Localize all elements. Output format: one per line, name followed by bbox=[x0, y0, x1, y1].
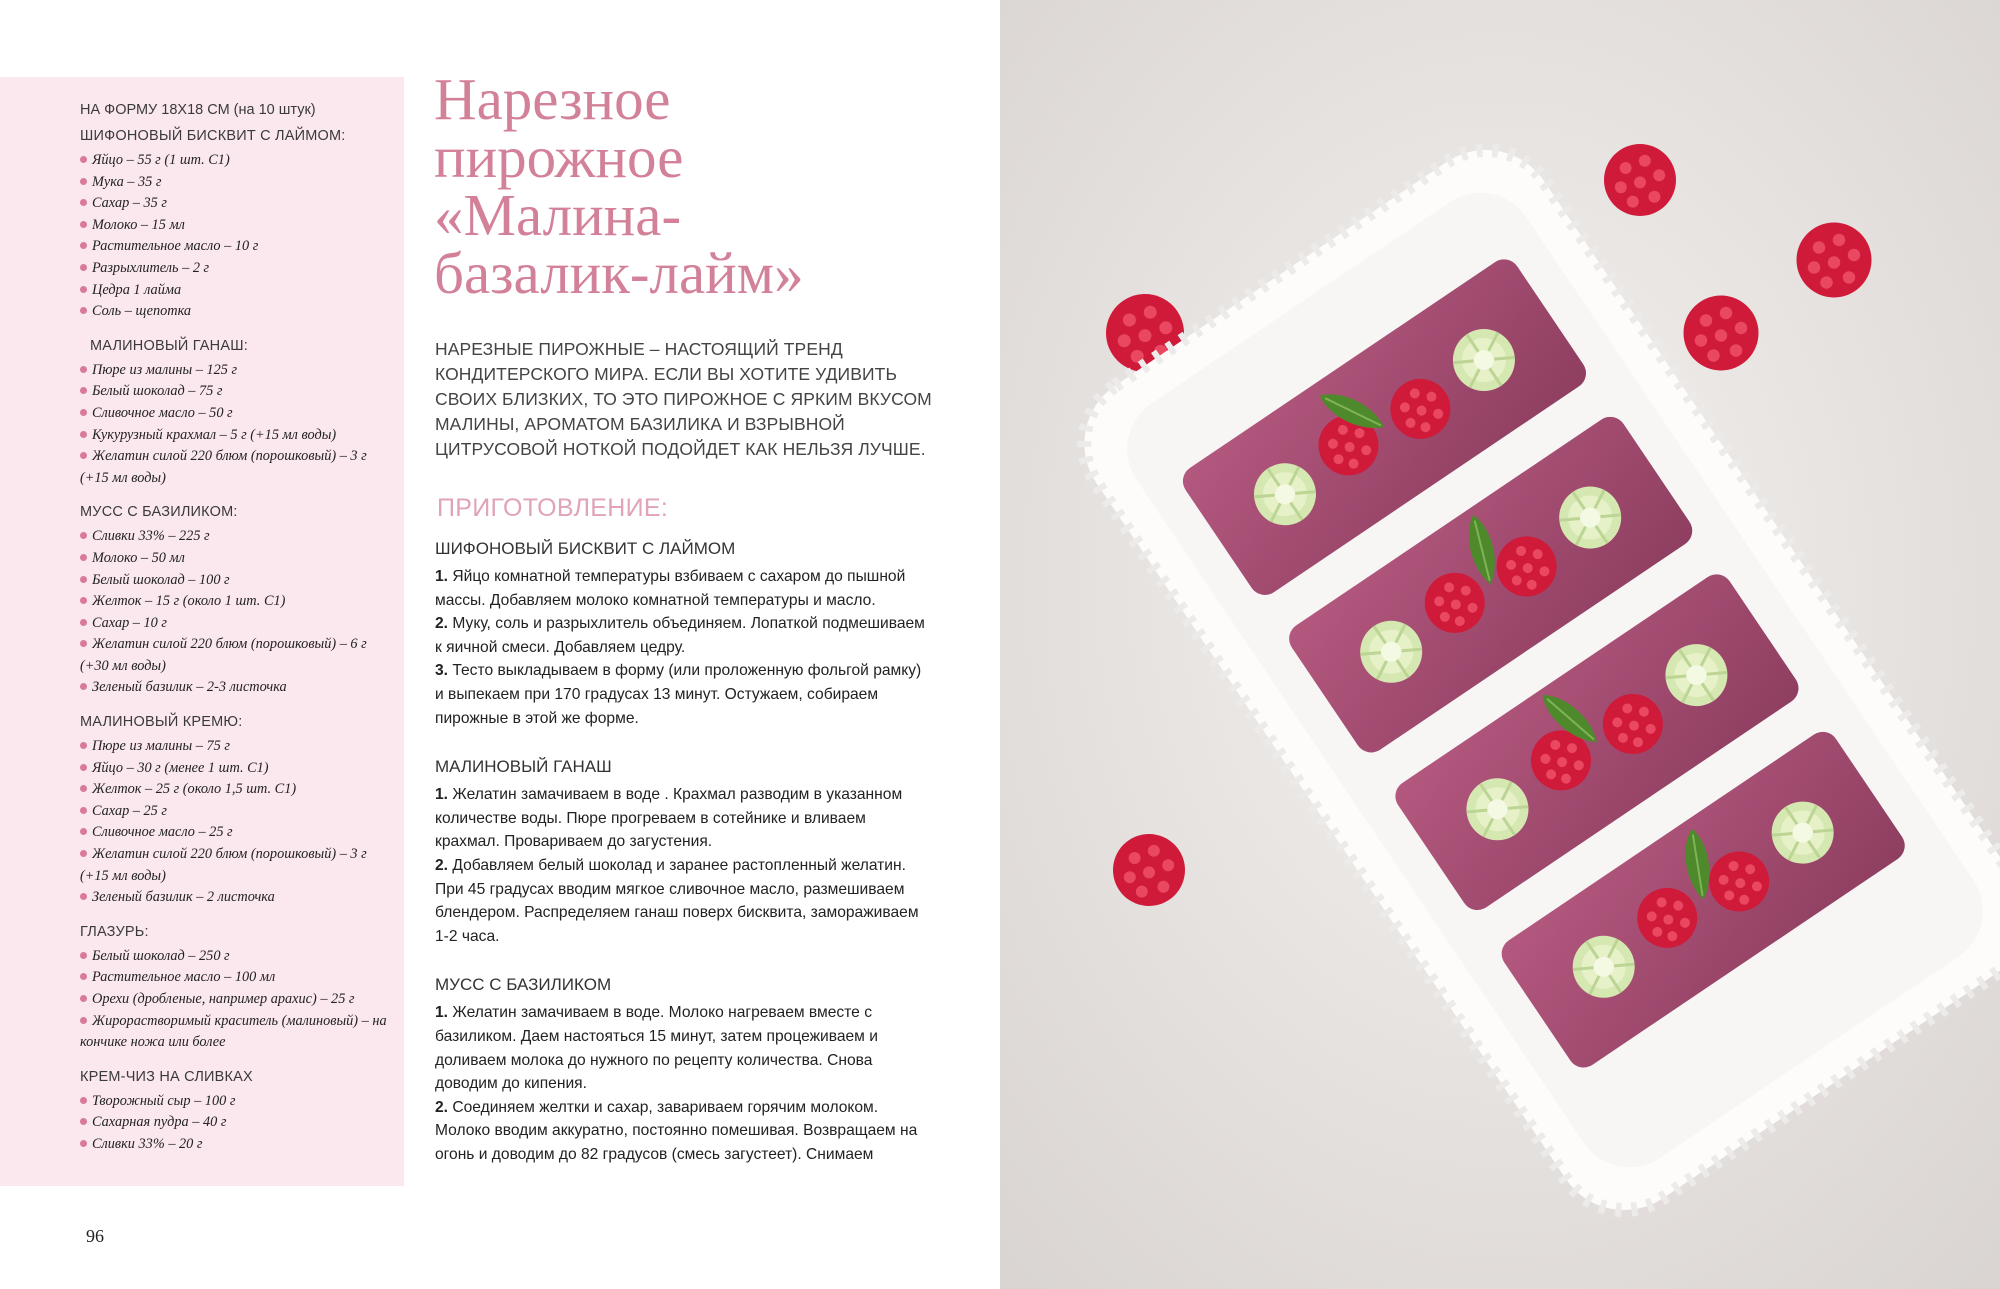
step-paragraph bbox=[435, 854, 925, 948]
ingredient-group bbox=[80, 1091, 390, 1156]
step-number: 2. bbox=[435, 615, 449, 633]
bullet-dot-icon bbox=[80, 409, 87, 416]
bullet-dot-icon bbox=[80, 995, 87, 1002]
ingredient-text: Сахар – 35 г bbox=[92, 195, 167, 212]
step-section bbox=[435, 973, 925, 1166]
bullet-dot-icon bbox=[80, 952, 87, 959]
bullet-dot-icon bbox=[80, 764, 87, 771]
ingredient-item bbox=[80, 967, 390, 989]
page-number: 96 bbox=[86, 1226, 104, 1246]
step-text: Соединяем желтки и сахар, завариваем горячим молоком. Молоко вводим аккуратно, постоянно помешивая. Возвращаем на огонь и доводим до 82 градусов (смесь загустеет). Снимаем bbox=[435, 1098, 918, 1163]
bullet-dot-icon bbox=[80, 242, 87, 249]
bullet-dot-icon bbox=[80, 850, 87, 857]
sidebar-scalloped-edge bbox=[398, 77, 412, 1186]
ingredient-text: Соль – щепотка bbox=[92, 303, 192, 320]
ingredient-text: Зеленый базилик – 2 листочка bbox=[92, 889, 275, 906]
step-paragraph bbox=[435, 659, 925, 730]
ingredient-heading: КРЕМ-ЧИЗ НА СЛИВКАХ bbox=[80, 1068, 253, 1085]
step-number: 2. bbox=[435, 1098, 449, 1116]
step-paragraph bbox=[435, 612, 925, 659]
bullet-dot-icon bbox=[80, 387, 87, 394]
ingredient-item bbox=[80, 779, 390, 801]
step-section-heading: ШИФОНОВЫЙ БИСКВИТ С ЛАЙМОМ bbox=[435, 539, 736, 558]
ingredient-text: Желатин силой 220 блюм (порошковый) – 3 г (+15 мл воды) bbox=[80, 846, 367, 884]
ingredient-item bbox=[80, 677, 390, 699]
bullet-dot-icon bbox=[80, 1140, 87, 1147]
ingredient-item bbox=[80, 946, 390, 968]
ingredient-text: Пюре из малины – 75 г bbox=[92, 738, 230, 755]
ingredients-list bbox=[80, 100, 390, 1156]
dessert-photo bbox=[1000, 0, 2000, 1289]
ingredient-text: Яйцо – 55 г (1 шт. С1) bbox=[92, 152, 230, 168]
bullet-dot-icon bbox=[80, 1097, 87, 1104]
step-number: 1. bbox=[435, 568, 449, 585]
ingredient-text: Молоко – 15 мл bbox=[92, 216, 185, 233]
step-text: Тесто выкладываем в форму (или проложенную фольгой рамку) и выпекаем при 170 градусах 13 минут. Остужаем, собираем пирожные в этой же форме. bbox=[435, 662, 922, 727]
ingredient-text: Цедра 1 лайма bbox=[92, 281, 182, 298]
ingredient-item bbox=[80, 150, 390, 172]
ingredient-item bbox=[80, 446, 390, 489]
step-text: Добавляем белый шоколад и заранее растопленный желатин. При 45 градусах вводим мягкое сливочное масло, размешиваем блендером. Распределяем ганаш поверх бисквита, замораживаем 1-2 часа. bbox=[435, 856, 919, 945]
ingredient-item bbox=[80, 613, 390, 635]
dessert-photo-illustration bbox=[1000, 0, 2000, 1289]
step-section bbox=[435, 537, 925, 730]
ingredient-item bbox=[80, 548, 390, 570]
ingredient-text: Сахар – 10 г bbox=[92, 614, 167, 631]
ingredient-item bbox=[80, 215, 390, 237]
ingredient-item bbox=[80, 1112, 390, 1134]
ingredient-text: Сливочное масло – 25 г bbox=[92, 824, 233, 841]
step-section-heading: МАЛИНОВЫЙ ГАНАШ bbox=[435, 757, 612, 777]
ingredient-text: Желатин силой 220 блюм (порошковый) – 6 г (+30 мл воды) bbox=[80, 636, 367, 674]
step-text: Яйцо комнатной температуры взбиваем с сахаром до пышной массы. Добавляем молоко комнатной температуры и масло. bbox=[435, 568, 906, 609]
ingredient-group bbox=[80, 150, 390, 323]
ingredient-heading: МАЛИНОВЫЙ КРЕМЮ: bbox=[80, 714, 243, 731]
ingredient-group bbox=[80, 526, 390, 699]
ingredient-group bbox=[80, 360, 390, 490]
ingredient-item bbox=[80, 844, 390, 887]
bullet-dot-icon bbox=[80, 807, 87, 814]
ingredient-heading: ШИФОНОВЫЙ БИСКВИТ С ЛАЙМОМ: bbox=[80, 128, 346, 144]
ingredient-item bbox=[80, 634, 390, 677]
ingredient-text: Пюре из малины – 125 г bbox=[92, 361, 238, 378]
bullet-dot-icon bbox=[80, 452, 87, 459]
ingredient-text: Белый шоколад – 100 г bbox=[92, 571, 230, 588]
ingredient-item bbox=[80, 172, 390, 194]
preparation-steps bbox=[435, 537, 925, 1191]
ingredient-item bbox=[80, 736, 390, 758]
bullet-dot-icon bbox=[80, 973, 87, 980]
ingredient-item bbox=[80, 360, 390, 382]
serving-size: НА ФОРМУ 18Х18 СМ (на 10 штук) bbox=[80, 102, 316, 118]
step-section-heading: МУСС С БАЗИЛИКОМ bbox=[435, 975, 612, 995]
bullet-dot-icon bbox=[80, 156, 87, 163]
ingredient-item bbox=[80, 1091, 390, 1113]
ingredient-text: Желатин силой 220 блюм (порошковый) – 3 г (+15 мл воды) bbox=[80, 448, 367, 486]
ingredient-text: Сливки 33% – 20 г bbox=[92, 1135, 203, 1152]
ingredient-text: Белый шоколад – 250 г bbox=[92, 947, 230, 964]
ingredient-item bbox=[80, 989, 390, 1011]
ingredient-item bbox=[80, 1134, 390, 1156]
ingredient-text: Желток – 15 г (около 1 шт. С1) bbox=[92, 593, 286, 610]
step-number: 1. bbox=[435, 1004, 449, 1022]
ingredient-heading: МАЛИНОВЫЙ ГАНАШ: bbox=[90, 337, 248, 354]
ingredient-text: Орехи (дробленые, например арахис) – 25 г bbox=[92, 991, 355, 1007]
bullet-dot-icon bbox=[80, 597, 87, 604]
bullet-dot-icon bbox=[80, 683, 87, 690]
bullet-dot-icon bbox=[80, 221, 87, 228]
step-number: 2. bbox=[435, 856, 449, 874]
bullet-dot-icon bbox=[80, 742, 87, 749]
ingredient-item bbox=[80, 570, 390, 592]
bullet-dot-icon bbox=[80, 264, 87, 271]
ingredient-group bbox=[80, 736, 390, 909]
bullet-dot-icon bbox=[80, 785, 87, 792]
bullet-dot-icon bbox=[80, 286, 87, 293]
bullet-dot-icon bbox=[80, 532, 87, 539]
ingredient-text: Желток – 25 г (около 1,5 шт. С1) bbox=[92, 781, 297, 798]
ingredient-text: Кукурузный крахмал – 5 г (+15 мл воды) bbox=[92, 426, 337, 443]
ingredient-text: Растительное масло – 100 мл bbox=[92, 969, 276, 986]
preparation-heading: ПРИГОТОВЛЕНИЕ: bbox=[437, 494, 669, 522]
bullet-dot-icon bbox=[80, 828, 87, 835]
recipe-title: Нарезное пирожное «Малина-базалик-лайм» bbox=[434, 66, 804, 306]
recipe-intro: НАРЕЗНЫЕ ПИРОЖНЫЕ – НАСТОЯЩИЙ ТРЕНД КОНДИТЕРСКОГО МИРА. ЕСЛИ ВЫ ХОТИТЕ УДИВИТЬ СВОИХ БЛИЗКИХ, ТО ЭТО ПИРОЖНОЕ С ЯРКИМ ВКУСОМ МАЛИНЫ, АРОМАТОМ БАЗИЛИКА И ВЗРЫВНОЙ ЦИТРУСОВОЙ НОТКОЙ ПОДОЙДЕТ КАК НЕЛЬЗЯ ЛУЧШЕ. bbox=[435, 339, 932, 459]
bullet-dot-icon bbox=[80, 1118, 87, 1125]
bullet-dot-icon bbox=[80, 893, 87, 900]
step-paragraph bbox=[435, 565, 925, 612]
bullet-dot-icon bbox=[80, 431, 87, 438]
ingredient-text: Сахар – 25 г bbox=[92, 802, 167, 819]
ingredient-item bbox=[80, 822, 390, 844]
ingredient-text: Жирорастворимый краситель (малиновый) – на кончике ножа или более bbox=[80, 1012, 387, 1051]
ingredient-item bbox=[80, 887, 390, 909]
bullet-dot-icon bbox=[80, 307, 87, 314]
ingredient-text: Мука – 35 г bbox=[92, 173, 162, 190]
ingredient-heading: МУСС С БАЗИЛИКОМ: bbox=[80, 504, 238, 521]
ingredient-item bbox=[80, 280, 390, 302]
step-paragraph bbox=[435, 1096, 925, 1167]
ingredient-item bbox=[80, 425, 390, 447]
ingredient-text: Сливочное масло – 50 г bbox=[92, 404, 233, 421]
bullet-dot-icon bbox=[80, 640, 87, 647]
step-text: Муку, соль и разрыхлитель объединяем. Лопаткой подмешиваем к яичной смеси. Добавляем цедру. bbox=[435, 615, 925, 656]
step-number: 3. bbox=[435, 662, 449, 680]
ingredient-heading: ГЛАЗУРЬ: bbox=[80, 923, 149, 940]
ingredient-text: Зеленый базилик – 2-3 листочка bbox=[92, 679, 287, 696]
ingredient-text: Яйцо – 30 г (менее 1 шт. С1) bbox=[92, 759, 269, 776]
ingredient-item bbox=[80, 236, 390, 258]
bullet-dot-icon bbox=[80, 178, 87, 185]
ingredient-group bbox=[80, 946, 390, 1054]
step-text: Желатин замачиваем в воде. Молоко нагреваем вместе с базиликом. Даем настояться 15 минут, затем процеживаем и доливаем молока до нужного по рецепту количества. Снова доводим до кипения. bbox=[435, 1004, 878, 1093]
ingredient-text: Сахарная пудра – 40 г bbox=[92, 1114, 227, 1131]
bullet-dot-icon bbox=[80, 199, 87, 206]
ingredient-item bbox=[80, 1011, 390, 1054]
ingredient-item bbox=[80, 801, 390, 823]
step-text: Желатин замачиваем в воде . Крахмал разводим в указанном количестве воды. Пюре прогреваем в сотейнике и вливаем крахмал. Провариваем до загустения. bbox=[435, 786, 903, 851]
ingredient-item bbox=[80, 258, 390, 280]
ingredient-item bbox=[80, 403, 390, 425]
ingredient-text: Растительное масло – 10 г bbox=[92, 238, 259, 255]
ingredient-text: Белый шоколад – 75 г bbox=[92, 383, 223, 400]
ingredient-item bbox=[80, 381, 390, 403]
ingredient-item bbox=[80, 758, 390, 780]
ingredient-item bbox=[80, 193, 390, 215]
step-number: 1. bbox=[435, 786, 449, 804]
bullet-dot-icon bbox=[80, 554, 87, 561]
ingredient-text: Сливки 33% – 225 г bbox=[92, 528, 210, 545]
ingredient-text: Разрыхлитель – 2 г bbox=[92, 259, 210, 276]
bullet-dot-icon bbox=[80, 1017, 87, 1024]
ingredient-item bbox=[80, 301, 390, 323]
ingredient-text: Молоко – 50 мл bbox=[92, 549, 185, 566]
step-paragraph bbox=[435, 1001, 925, 1095]
step-paragraph bbox=[435, 783, 925, 854]
step-section bbox=[435, 755, 925, 948]
bullet-dot-icon bbox=[80, 576, 87, 583]
ingredient-text: Творожный сыр – 100 г bbox=[92, 1092, 236, 1109]
ingredient-item bbox=[80, 591, 390, 613]
bullet-dot-icon bbox=[80, 366, 87, 373]
ingredient-item bbox=[80, 526, 390, 548]
bullet-dot-icon bbox=[80, 619, 87, 626]
